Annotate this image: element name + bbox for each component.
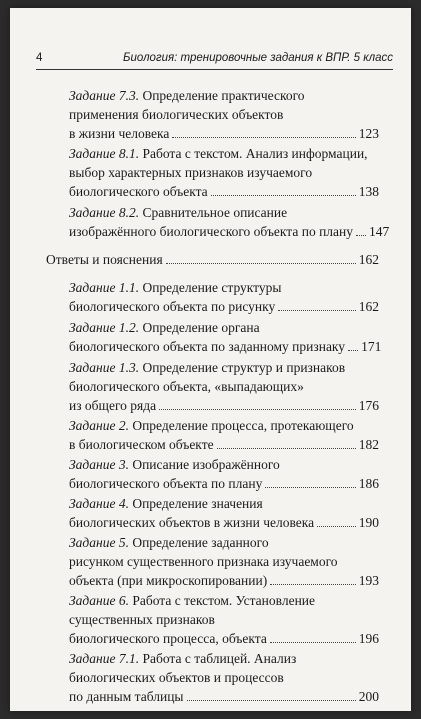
entry-title: биологических объектов в жизни человека bbox=[69, 515, 315, 530]
toc-entry-line bbox=[69, 416, 379, 435]
entry-title: по данным таблицы bbox=[69, 689, 184, 704]
entry-title: Определение заданного bbox=[132, 535, 269, 550]
toc-entry-line bbox=[69, 474, 379, 493]
toc-entry-line bbox=[69, 203, 379, 222]
toc-entry bbox=[69, 86, 379, 143]
toc-entry-line bbox=[69, 494, 379, 513]
task-label: Задание 2. bbox=[69, 418, 129, 433]
toc-entry-line bbox=[69, 105, 379, 124]
toc-entry-line bbox=[69, 455, 379, 474]
entry-title: в биологическом объекте bbox=[69, 437, 214, 452]
entry-title: Определение значения bbox=[132, 496, 263, 511]
page-ref: 162 bbox=[358, 252, 379, 267]
task-label: Задание 4. bbox=[69, 496, 129, 511]
toc-entry-line bbox=[69, 144, 379, 163]
task-label: Задание 1.2. bbox=[69, 320, 140, 335]
entry-title: биологического объекта bbox=[69, 184, 208, 199]
entry-title: Работа с текстом. Анализ информации, bbox=[142, 146, 368, 161]
entry-title: биологического объекта, «выпадающих» bbox=[69, 379, 304, 394]
toc-entry-line bbox=[69, 649, 379, 668]
page-ref: 138 bbox=[358, 184, 379, 199]
toc-entry-line bbox=[69, 124, 379, 143]
entry-title: Описание изображённого bbox=[132, 457, 280, 472]
toc-entry-line bbox=[69, 552, 379, 571]
entry-title: Определение органа bbox=[142, 320, 260, 335]
page-ref: 200 bbox=[358, 689, 379, 704]
task-label: Задание 6. bbox=[69, 593, 129, 608]
dot-leader bbox=[159, 409, 356, 410]
entry-title: биологического объекта по плану bbox=[69, 476, 263, 491]
toc-entry-line bbox=[69, 571, 379, 590]
dot-leader bbox=[172, 137, 355, 138]
entry-title: Определение практического bbox=[142, 88, 305, 103]
toc-entry-line bbox=[69, 86, 379, 105]
entry-title: Сравнительное описание bbox=[142, 205, 288, 220]
task-label: Задание 5. bbox=[69, 535, 129, 550]
toc-entry bbox=[69, 318, 382, 356]
dot-leader bbox=[348, 350, 358, 351]
toc-entry-line bbox=[69, 513, 379, 532]
toc-entry bbox=[69, 533, 379, 590]
dot-leader bbox=[217, 448, 356, 449]
dot-leader bbox=[265, 487, 355, 488]
toc-entry bbox=[69, 144, 379, 201]
toc-entry-line bbox=[69, 435, 379, 454]
entry-title: Определение процесса, протекающего bbox=[132, 418, 354, 433]
entry-title: изображённого биологического объекта по плану bbox=[69, 224, 354, 239]
task-label: Задание 3. bbox=[69, 457, 129, 472]
task-label: Задание 7.1. bbox=[69, 651, 140, 666]
dot-leader bbox=[278, 310, 355, 311]
page-ref: 196 bbox=[358, 631, 379, 646]
task-label: Задание 8.2. bbox=[69, 205, 140, 220]
toc-entry bbox=[69, 455, 379, 493]
page-ref: 176 bbox=[358, 398, 379, 413]
toc-entry-line bbox=[69, 687, 379, 706]
page-ref: 171 bbox=[361, 339, 382, 354]
toc-entry-line bbox=[69, 163, 379, 182]
entry-title: выбор характерных признаков изучаемого bbox=[69, 165, 313, 180]
toc-entry-line bbox=[69, 222, 390, 241]
dot-leader bbox=[317, 526, 356, 527]
book-page bbox=[10, 8, 411, 711]
toc-entry-line bbox=[69, 591, 379, 610]
entry-title: существенных признаков bbox=[69, 612, 215, 627]
toc-entry-line bbox=[69, 377, 379, 396]
page-ref: 182 bbox=[358, 437, 379, 452]
header-rule bbox=[36, 69, 393, 70]
page-ref: 186 bbox=[358, 476, 379, 491]
entry-title: Определение структуры bbox=[142, 280, 282, 295]
entry-title: биологических объектов и процессов bbox=[69, 670, 284, 685]
toc-entry-line bbox=[69, 358, 379, 377]
toc-entry bbox=[69, 649, 379, 706]
toc-entry-line bbox=[69, 297, 379, 316]
page-ref: 193 bbox=[358, 573, 379, 588]
dot-leader bbox=[356, 235, 366, 236]
entry-title: Ответы и пояснения bbox=[46, 252, 163, 267]
dot-leader bbox=[187, 700, 356, 701]
page-ref: 147 bbox=[369, 224, 390, 239]
page-ref: 190 bbox=[358, 515, 379, 530]
toc-entry-line bbox=[69, 337, 382, 356]
dot-leader bbox=[270, 584, 356, 585]
entry-title: из общего ряда bbox=[69, 398, 157, 413]
toc-entry-line bbox=[69, 533, 379, 552]
entry-title: Работа с таблицей. Анализ bbox=[142, 651, 297, 666]
toc-entry-line bbox=[69, 278, 379, 297]
toc-entry-line bbox=[69, 629, 379, 648]
entry-title: биологического объекта по заданному признаку bbox=[69, 339, 346, 354]
task-label: Задание 1.3. bbox=[69, 360, 140, 375]
toc-entry-line bbox=[69, 610, 379, 629]
page-ref: 123 bbox=[358, 126, 379, 141]
task-label: Задание 1.1. bbox=[69, 280, 140, 295]
running-header bbox=[28, 52, 393, 70]
entry-title: Работа с текстом. Установление bbox=[132, 593, 316, 608]
toc-entry bbox=[69, 203, 390, 241]
entry-title: в жизни человека bbox=[69, 126, 170, 141]
page-number: 4 bbox=[36, 52, 43, 64]
entry-title: биологического процесса, объекта bbox=[69, 631, 267, 646]
entry-title: биологического объекта по рисунку bbox=[69, 299, 276, 314]
entry-title: рисунком существенного признака изучаемого bbox=[69, 554, 338, 569]
toc-entry bbox=[69, 416, 379, 454]
toc-entry-line bbox=[69, 318, 379, 337]
entry-title: Определение структур и признаков bbox=[142, 360, 346, 375]
toc-entry bbox=[69, 494, 379, 532]
dot-leader bbox=[270, 642, 356, 643]
task-label: Задание 8.1. bbox=[69, 146, 140, 161]
running-title: Биология: тренировочные задания к ВПР. 5 класс bbox=[123, 52, 393, 64]
task-label: Задание 7.3. bbox=[69, 88, 140, 103]
page-ref: 162 bbox=[358, 299, 379, 314]
dot-leader bbox=[166, 263, 356, 264]
toc-entry bbox=[69, 591, 379, 648]
dot-leader bbox=[211, 195, 356, 196]
entry-title: объекта (при микроскопировании) bbox=[69, 573, 268, 588]
entry-title: применения биологических объектов bbox=[69, 107, 284, 122]
toc-entry-line bbox=[69, 668, 379, 687]
toc-entry-line bbox=[69, 396, 379, 415]
toc-entry bbox=[69, 358, 379, 415]
toc-entry bbox=[69, 278, 379, 316]
toc-entry bbox=[46, 250, 379, 269]
toc-entry-line bbox=[46, 250, 379, 269]
toc-entry-line bbox=[69, 182, 379, 201]
